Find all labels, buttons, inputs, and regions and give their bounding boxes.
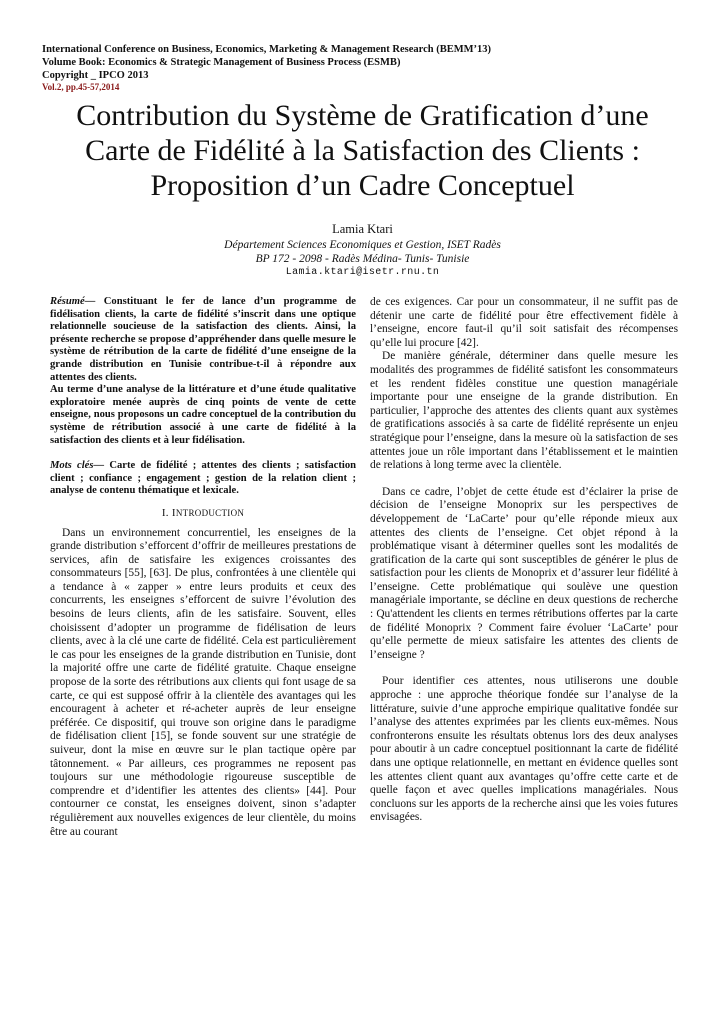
paper-title bbox=[20, 98, 705, 203]
author-affiliation bbox=[0, 238, 725, 280]
left-column bbox=[50, 296, 356, 839]
header-line-copyright: Copyright _ IPCO 2013 bbox=[42, 70, 149, 81]
abstract-label: Résumé— bbox=[50, 296, 96, 307]
affiliation-line-2: BP 172 - 2098 - Radès Médina- Tunis- Tunisie bbox=[255, 253, 470, 265]
author-email: Lamia.ktari@isetr.rnu.tn bbox=[285, 267, 440, 278]
section-title-rest: NTRODUCTION bbox=[175, 507, 245, 518]
section-heading-introduction bbox=[50, 507, 356, 521]
abstract-text-1: Constituant le fer de lance d’un programme de fidélisation clients, la carte de fidélité s’inscrit dans une optique relationnelle soucieuse de la satisfaction des clients. Ainsi, la présente recherche se propose d’appréhender dans quelle mesure le système de rétribution de la carte de fidélité d’une enseigne de la grande distribution en Tunisie contribue-t-il à répondre aux attentes des clients. bbox=[50, 296, 356, 383]
abstract-paragraph-2: Au terme d’une analyse de la littérature et d’une étude qualitative exploratoire menée auprès de cinq points de vente de cette enseigne, nous proposons un cadre conceptuel de la contribution du système de rétribution associé à une carte de fidélité à la satisfaction des clients et à leur fidélisation. bbox=[50, 384, 356, 446]
header-line-volume: Volume Book: Economics & Strategic Management of Business Process (ESMB) bbox=[42, 57, 401, 68]
title-line-1: Contribution du Système de Gratification d’une bbox=[76, 99, 649, 132]
author-name: Lamia Ktari bbox=[332, 222, 393, 236]
title-line-2: Carte de Fidélité à la Satisfaction des Clients : bbox=[85, 134, 640, 167]
intro-paragraph-2: de ces exigences. Car pour un consommateur, il ne suffit pas de détenir une carte de fidélité pour être effectivement fidèle à l’enseigne, encore faut-il qu’il soit satisfait des récompenses qu’elle lui procure [42]. bbox=[370, 296, 678, 349]
keywords-paragraph bbox=[50, 460, 356, 498]
abstract-paragraph-1 bbox=[50, 296, 356, 384]
header-line-conference: International Conference on Business, Economics, Marketing & Management Research (BEMM’13) bbox=[42, 44, 492, 55]
affiliation-line-1: Département Sciences Economiques et Gestion, ISET Radès bbox=[224, 239, 501, 251]
header-line-pages: Vol.2, pp.45-57,2014 bbox=[42, 82, 120, 92]
intro-paragraph-3: De manière générale, déterminer dans quelle mesure les modalités des programmes de fidélité satisfont les consommateurs et les rendent fidèles constitue une question managériale importante pour une enseigne de la grande distribution. En particulier, l’approche des attentes des clients quant aux systèmes de gratifications associés à sa carte de fidélité représente un enjeu stratégique pour l’enseigne, dans la mesure où la satisfaction de ses attentes joue un rôle important dans l’établissement et le maintien de relations à long terme avec la clientèle. bbox=[370, 350, 678, 472]
intro-paragraph-5: Pour identifier ces attentes, nous utiliserons une double approche : une approche théorique fondée sur l’analyse de la littérature, suivie d’une approche empirique qualitative fondée sur l’analyse des attentes exprimées par les clients eux-mêmes. Nous confronterons ensuite les résultats obtenus lors des deux analyses pour aboutir à un cadre conceptuel positionnant la carte de fidélité dans une optique relationnelle, en mettant en évidence quelles sont les attentes client quant aux avantages qu’offre cette carte et de quelle façon et avec quelles implications managériales. Nous concluons sur les apports de la recherche ainsi que les voies futures envisagées. bbox=[370, 675, 678, 824]
intro-paragraph-4: Dans ce cadre, l’objet de cette étude est d’éclairer la prise de décision de l’enseigne Monoprix sur les perspectives de développement de ‘LaCarte’ pour qu’elle réponde mieux aux attentes des clients de l’enseigne. Cet objet répond à la problématique visant à déterminer quelles sont les modalités de gratification de la carte qui sont susceptibles de générer le plus de satisfaction pour les clients de Monoprix et d’assurer leur fidélité à l’enseigne. Cette problématique qui soulève une question managériale importante, se décline en deux questions de recherche : Qu'attendent les clients en termes rétributions offertes par la carte de fidélité Monoprix ? Comment faire évoluer ‘LaCarte’ pour qu’elle permette de mieux satisfaire les attentes des clients de l’enseigne ? bbox=[370, 485, 678, 661]
conference-header bbox=[42, 43, 491, 93]
section-title-first: I bbox=[171, 506, 176, 519]
section-number: I. bbox=[161, 506, 169, 519]
keywords-text: Carte de fidélité ; attentes des clients ; satisfaction client ; confiance ; engagement ; gestion de la relation client ; analyse de contenu thématique et lexicale. bbox=[50, 460, 357, 497]
right-column bbox=[370, 296, 678, 825]
title-line-3: Proposition d’un Cadre Conceptuel bbox=[150, 169, 575, 202]
keywords-label: Mots clés— bbox=[50, 460, 105, 472]
intro-paragraph-1: Dans un environnement concurrentiel, les enseignes de la grande distribution s’efforcent d’offrir de meilleures prestations de services, afin de satisfaire les exigences croissantes des consommateurs [55], [63]. De plus, confrontées à une clientèle qui a tendance à « zapper » entre leurs produits et ceux des concurrents, les enseignes s’efforcent de suivre l’évolution des besoins de leurs clients, afin de les satisfaire. Souvent, elles choisissent d’adopter un programme de fidélisation de leurs clients, avec à la clé une carte de fidélité. Cela est particulièrement le cas pour les enseignes de la grande distribution en Tunisie, dont la majorité offre une carte de fidélité gratuite. Chaque enseigne propose de la sorte des rétributions aux clients qui font usage de sa carte, ce qui est supposé offrir à la clientèle des avantages qui les encouragent à acheter et ré-acheter auprès de leur enseigne préférée. Ce dispositif, qui trouve son origine dans le paradigme de fidélisation client [15], se fonde souvent sur une stratégie de suiveur, dont la mise en œuvre sur le plan tactique opère par tâtonnement. « Par ailleurs, ces programmes ne reposent pas toujours sur une méthodologie rigoureuse susceptible de comprendre et d’identifier les attentes des clients» [44]. Pour contourner ce constat, les enseignes doivent, sinon s’adapter régulièrement aux nouvelles exigences de leur clientèle, du moins être au courant bbox=[50, 526, 356, 838]
